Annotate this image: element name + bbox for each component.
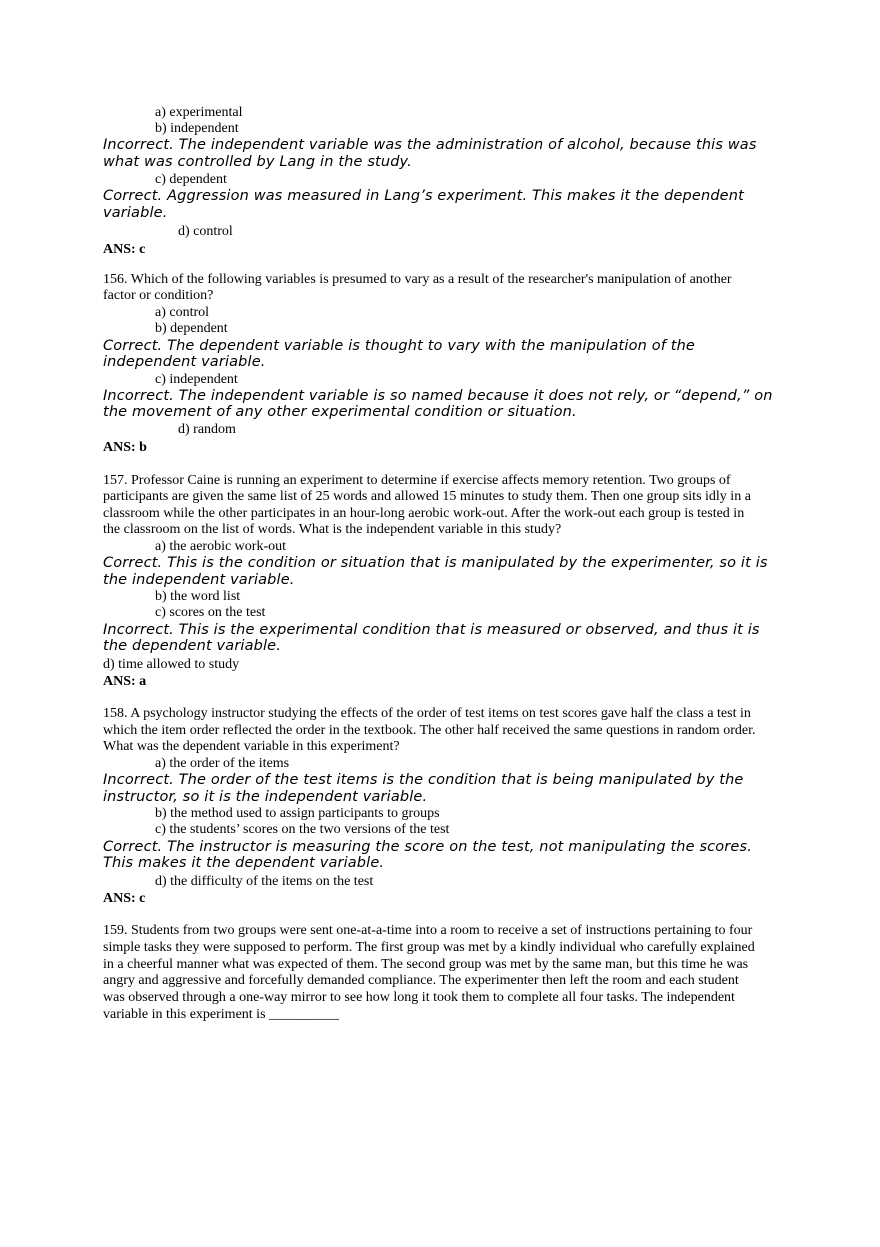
- option-b: b) independent: [155, 121, 239, 136]
- question-stem-line: was observed through a one-way mirror to see how long it took them to complete all four tasks. The independent: [103, 990, 735, 1005]
- question-stem-line: which the item order reflected the order in the textbook. The other half received the same questions in random order.: [103, 723, 756, 738]
- feedback-line: what was controlled by Lang in the study.: [103, 154, 412, 170]
- option-a: a) experimental: [155, 105, 243, 120]
- feedback-line: Correct. This is the condition or situation that is manipulated by the experimenter, so it is: [103, 555, 768, 571]
- answer-key: ANS: a: [103, 674, 147, 689]
- option-b: b) dependent: [155, 321, 228, 336]
- feedback-line: the independent variable.: [103, 572, 295, 588]
- question-stem-line: simple tasks they were supposed to perform. The first group was met by a kindly individual who carefully explained: [103, 940, 755, 955]
- option-c: c) dependent: [155, 172, 227, 187]
- option-b: b) the method used to assign participants to groups: [155, 806, 440, 821]
- feedback-line: independent variable.: [103, 354, 266, 370]
- question-stem-line: in a cheerful manner what was expected of them. The second group was met by the same man, but this time he was: [103, 957, 749, 972]
- question-stem-line: participants are given the same list of 25 words and allowed 15 minutes to study them. Then one group sits idly in a: [103, 489, 751, 504]
- question-stem-line: classroom while the other participates in an hour-long aerobic work-out. After the work-out each group is tested in: [103, 506, 745, 521]
- feedback-line: Correct. Aggression was measured in Lang’s experiment. This makes it the dependent: [103, 188, 744, 204]
- option-c: c) independent: [155, 372, 238, 387]
- feedback-line: Correct. The dependent variable is thought to vary with the manipulation of the: [103, 338, 695, 354]
- answer-key: ANS: b: [103, 440, 147, 455]
- option-a: a) the order of the items: [155, 756, 290, 771]
- feedback-line: the movement of any other experimental condition or situation.: [103, 404, 577, 420]
- feedback-line: This makes it the dependent variable.: [103, 855, 385, 871]
- feedback-line: Correct. The instructor is measuring the score on the test, not manipulating the scores.: [103, 839, 752, 855]
- question-stem-line: 159. Students from two groups were sent one-at-a-time into a room to receive a set of instructions pertaining to four: [103, 923, 753, 938]
- feedback-line: the dependent variable.: [103, 638, 282, 654]
- question-stem-line: variable in this experiment is __________: [103, 1007, 340, 1022]
- question-stem-line: 156. Which of the following variables is presumed to vary as a result of the researcher's manipulation of another: [103, 272, 732, 287]
- question-stem-line: factor or condition?: [103, 288, 214, 303]
- question-stem-line: 158. A psychology instructor studying the effects of the order of test items on test scores gave half the class a test in: [103, 706, 751, 721]
- feedback-line: Incorrect. The independent variable was the administration of alcohol, because this was: [103, 137, 757, 153]
- question-stem-line: 157. Professor Caine is running an experiment to determine if exercise affects memory retention. Two groups of: [103, 473, 731, 488]
- option-c: c) the students’ scores on the two versions of the test: [155, 822, 450, 837]
- question-stem-line: What was the dependent variable in this experiment?: [103, 739, 400, 754]
- option-a: a) control: [155, 305, 210, 320]
- question-stem-line: the classroom on the list of words. What is the independent variable in this study?: [103, 522, 562, 537]
- option-d: d) random: [178, 422, 236, 437]
- option-d: d) time allowed to study: [103, 657, 240, 672]
- feedback-line: variable.: [103, 205, 168, 221]
- feedback-line: instructor, so it is the independent variable.: [103, 789, 428, 805]
- option-a: a) the aerobic work-out: [155, 539, 286, 554]
- option-d: d) the difficulty of the items on the test: [155, 874, 374, 889]
- option-b: b) the word list: [155, 589, 241, 604]
- feedback-line: Incorrect. The independent variable is so named because it does not rely, or “depend,” on: [103, 388, 773, 404]
- question-stem-line: angry and aggressive and forcefully demanded compliance. The experimenter then left the room and each student: [103, 973, 739, 988]
- feedback-line: Incorrect. The order of the test items is the condition that is being manipulated by the: [103, 772, 744, 788]
- answer-key: ANS: c: [103, 891, 146, 906]
- feedback-line: Incorrect. This is the experimental condition that is measured or observed, and thus it is: [103, 622, 760, 638]
- option-d: d) control: [178, 224, 233, 239]
- option-c: c) scores on the test: [155, 605, 266, 620]
- answer-key: ANS: c: [103, 242, 146, 257]
